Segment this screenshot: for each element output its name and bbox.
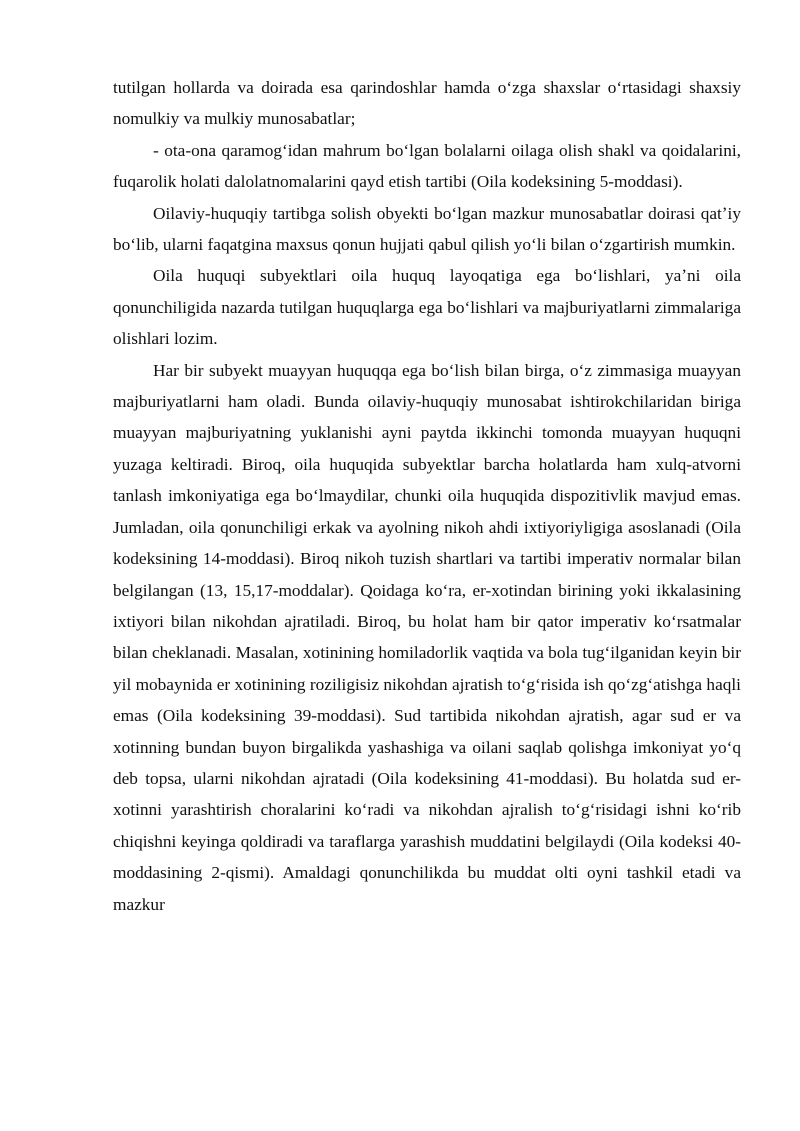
paragraph-4: Oila huquqi subyektlari oila huquq layoqatiga ega boʻlishlari, yaʼni oila qonunchiligida nazarda tutilgan huquqlarga ega boʻlishlari va majburiyatlarni zimmalariga olishlari lozim. bbox=[113, 266, 741, 349]
paragraph-2: - ota-ona qaramogʻidan mahrum boʻlgan bolalarni oilaga olish shakl va qoidalarini, fuqarolik holati dalolatnomalarini qayd etish tartibi (Oila kodeksining 5-moddasi). bbox=[113, 140, 741, 192]
paragraph-5: Har bir subyekt muayyan huquqqa ega boʻlish bilan birga, oʻz zimmasiga muayyan majburiyatlarni ham oladi. Bunda oilaviy-huquqiy munosabat ishtirokchilaridan biriga muayyan majburiyatning yuklanishi ayni paytda ikkinchi tomonda muayyan huquqni yuzaga keltiradi. Biroq, oila huquqida subyektlar barcha holatlarda ham xulq-atvorni tanlash imkoniyatiga ega boʻlmaydilar, chunki oila huquqida dispozitivlik mavjud emas. Jumladan, oila qonunchiligi erkak va ayolning nikoh ahdi ixtiyoriyligiga asoslanadi (Oila kodeksining 14-moddasi). Biroq nikoh tuzish shartlari va tartibi imperativ normalar bilan belgilangan (13, 15,17-moddalar). Qoidaga koʻra, er-xotindan birining yoki ikkalasining ixtiyori bilan nikohdan ajratiladi. Biroq, bu holat ham bir qator imperativ koʻrsatmalar bilan cheklanadi. Masalan, xotinining homiladorlik vaqtida va bola tugʻilganidan keyin bir yil mobaynida er xotinining roziligisiz nikohdan ajratish toʻgʻrisida ish qoʻzgʻatishga haqli emas (Oila kodeksining 39-moddasi). Sud tartibida nikohdan ajratish, agar sud er va xotinning bundan buyon birgalikda yashashiga va oilani saqlab qolishga imkoniyat yoʻq deb topsa, ularni nikohdan ajratadi (Oila kodeksining 41-moddasi). Bu holatda sud er-xotinni yarashtirish choralarini koʻradi va nikohdan ajralish toʻgʻrisidagi ishni koʻrib chiqishni keyinga qoldiradi va taraflarga yarashish muddatini belgilaydi (Oila kodeksi 40-moddasining 2-qismi). Amaldagi qonunchilikda bu muddat olti oyni tashkil etadi va mazkur bbox=[113, 360, 741, 914]
paragraph-1: tutilgan hollarda va doirada esa qarindoshlar hamda oʻzga shaxslar oʻrtasidagi shaxsiy nomulkiy va mulkiy munosabatlar; bbox=[113, 78, 741, 129]
document-body bbox=[113, 72, 741, 920]
paragraph-3: Oilaviy-huquqiy tartibga solish obyekti boʻlgan mazkur munosabatlar doirasi qatʼiy boʻlib, ularni faqatgina maxsus qonun hujjati qabul qilish yoʻli bilan oʻzgartirish mumkin. bbox=[113, 203, 741, 255]
